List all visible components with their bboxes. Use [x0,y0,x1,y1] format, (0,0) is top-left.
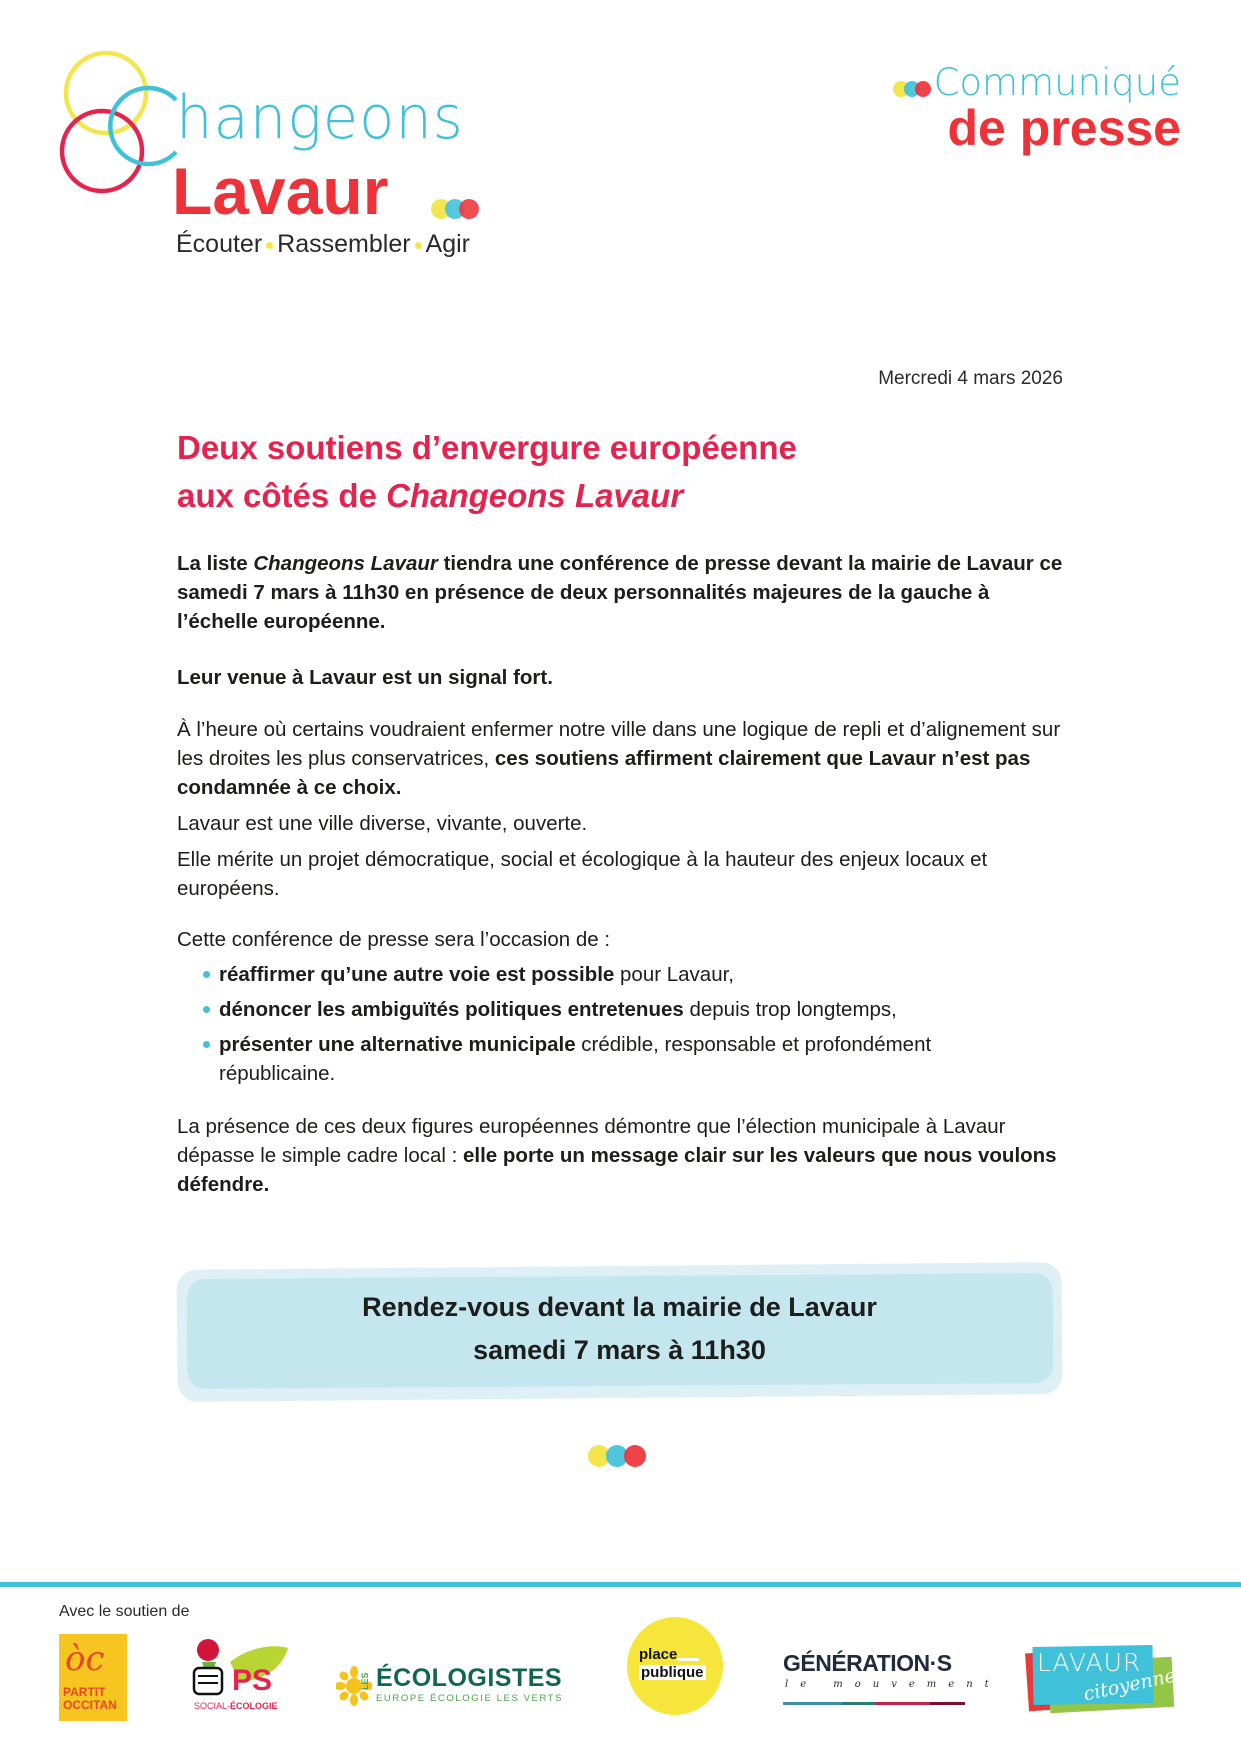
logo-ps [190,1636,290,1716]
bullet-icon [203,1006,210,1013]
generations-sub: le mouvement [785,1679,1001,1690]
intro-italic: Changeons Lavaur [253,552,438,575]
lavaur-citoyenne-script: citoyenne [1081,1664,1178,1706]
title-line-2-prefix: aux côtés de [177,477,387,514]
press-date: Mercredi 4 mars 2026 [878,368,1063,389]
place-publique-line2: publique [641,1664,704,1681]
logo-dots-icon [431,199,479,219]
closing-bold: elle porte un message clair sur les valeurs que nous voulons défendre. [177,1144,1057,1196]
list-item [177,995,1067,1024]
paragraph-signal: Leur venue à Lavaur est un signal fort. [177,666,553,689]
footer-divider [0,1582,1241,1587]
logo-generations [783,1650,1001,1710]
tagline-ecouter: Écouter [176,230,263,258]
logo-partit-occitan [59,1634,127,1721]
ps-sub-b: ÉCOLOGIE [230,1701,278,1711]
ecologistes-sub: EUROPE ÉCOLOGIE LES VERTS [376,1693,564,1704]
page-title [177,424,1077,520]
intro-rest: tiendra une conférence de presse devant la mairie de Lavaur ce samedi 7 mars à 11h30 en présence de deux personnalités majeures de la gauche à l’échelle européenne. [177,552,1063,633]
lavaur-citoyenne-main: LAVAUR [1037,1648,1142,1677]
support-label: Avec le soutien de [59,1603,190,1620]
logo-tagline [176,232,470,257]
ps-mark: PS [232,1664,273,1697]
logo-word-lavaur: Lavaur [172,154,389,228]
partit-occitan-mark: òc [65,1639,105,1679]
ecologistes-les: LES [360,1672,370,1690]
paragraph-intro [177,549,1067,636]
bullet-icon [203,1041,210,1048]
occasion-list [177,960,1067,1088]
ps-subtitle [194,1702,278,1711]
callout-box [177,1286,1062,1372]
callout-line-2: samedi 7 mars à 11h30 [473,1335,766,1365]
logo-les-ecologistes [336,1660,581,1710]
intro-prefix: La liste [177,552,254,575]
bullet-normal: crédible, responsable et profondément républicaine. [219,1033,932,1085]
partit-occitan-line2: OCCITAN [63,1698,117,1712]
logo-circle-red [62,111,142,191]
header-de-presse: de presse [947,100,1181,156]
logo-word-changeons [176,83,464,153]
title-line-2 [177,472,1077,520]
ps-sub-a: SOCIAL- [194,1701,231,1711]
context-bold: ces soutiens affirment clairement que Lavaur n’est pas condamnée à ce choix. [177,747,1031,799]
logo-word-changeons-rest: hangeons [176,83,464,153]
paragraph-occasion-intro: Cette conférence de presse sera l’occasion de : [177,928,611,951]
title-line-1: Deux soutiens d’envergure européenne [177,429,797,466]
bullet-icon [203,971,210,978]
tagline-dot [266,242,273,249]
header-communique: Communiqué [933,61,1181,104]
paragraph-closing [177,1112,1067,1199]
paragraph-city: Lavaur est une ville diverse, vivante, ouverte. [177,812,588,835]
list-item [177,1030,1067,1088]
context-normal: À l’heure où certains voudraient enfermer notre ville dans une logique de repli et d’alignement sur les droites les plus conservatrices, [177,718,1061,770]
partit-occitan-line1: PARTIT [63,1685,106,1699]
closing-normal: La présence de ces deux figures européennes démontre que l’élection municipale à Lavaur dépasse le simple cadre local : [177,1115,1006,1167]
ecologistes-main: ÉCOLOGISTES [376,1664,563,1692]
tagline-dot [415,242,422,249]
paragraph-context [177,715,1067,802]
callout-line-1: Rendez-vous devant la mairie de Lavaur [362,1292,877,1322]
bullet-bold: réaffirmer qu’une autre voie est possible [219,963,615,986]
generations-color-bar [783,1702,965,1705]
generations-main: GÉNÉRATION·S [783,1650,952,1676]
tagline-rassembler: Rassembler [277,230,411,258]
paragraph-project: Elle mérite un projet démocratique, social et écologique à la hauteur des enjeux locaux et européens. [177,848,988,900]
place-publique-bar [677,1658,699,1661]
bullet-normal: pour Lavaur, [614,963,734,986]
bullet-normal: depuis trop longtemps, [683,998,897,1021]
header-dots-icon [890,78,936,100]
bullet-bold: présenter une alternative municipale [219,1033,576,1056]
list-item [177,960,1067,989]
logo-lavaur-citoyenne [1025,1640,1177,1718]
place-publique-line1: place [639,1646,678,1663]
tagline-agir: Agir [425,230,471,258]
logo-place-publique [627,1617,723,1715]
decorative-dots-icon [584,1442,650,1470]
title-line-2-italic: Changeons Lavaur [386,477,684,514]
bullet-bold: dénoncer les ambiguïtés politiques entretenues [219,998,684,1021]
